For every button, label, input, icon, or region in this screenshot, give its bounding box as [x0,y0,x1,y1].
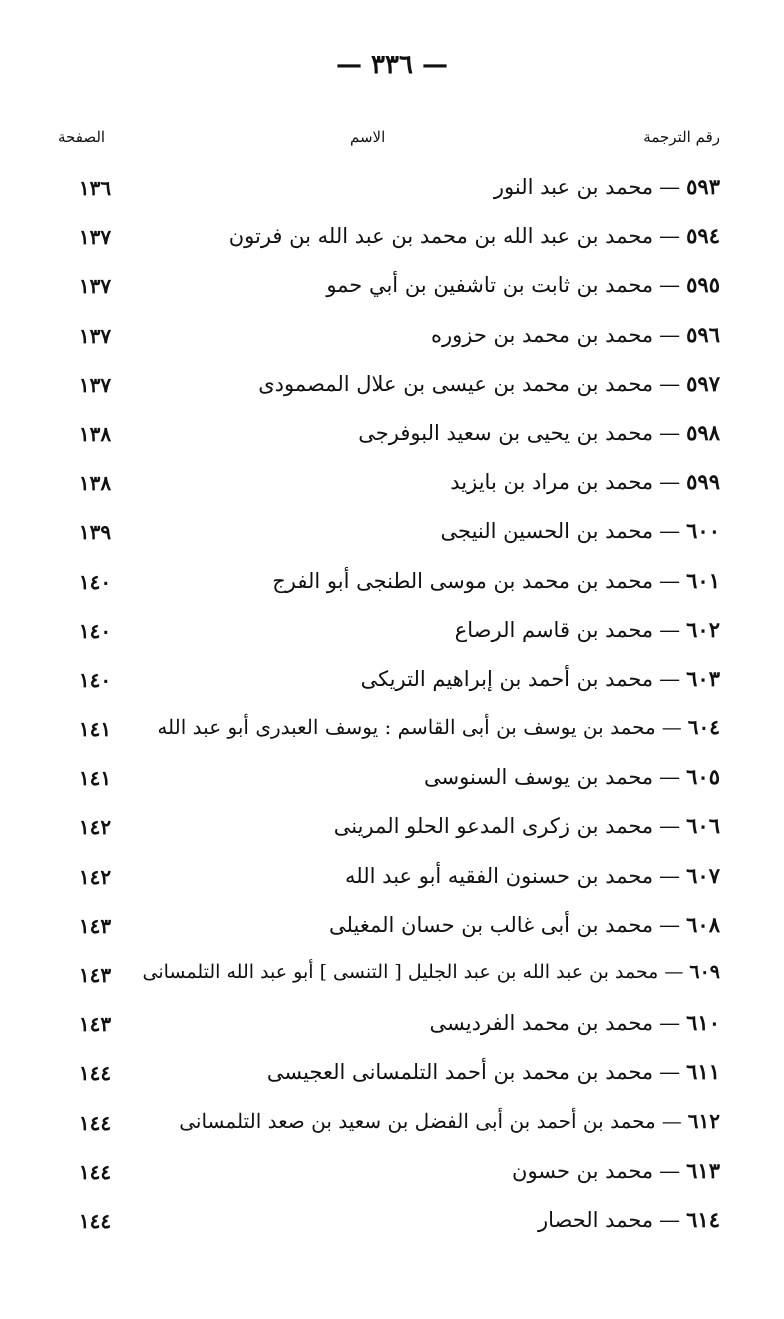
list-item [70,707,720,756]
entry-name: محمد بن محمد بن عيسى بن علال المصمودى [258,371,654,396]
entry-number: ٦٠٦ [686,813,720,839]
entry-name: محمد بن زكرى المدعو الحلو المرينى [333,814,654,839]
entry-page-number: ١٤٢ [78,815,112,840]
entry-name: محمد بن ثابت بن تاشفين بن أبي حمو [326,273,654,298]
entry-number: ٥٩٤ [686,223,720,249]
entry-page-number: ١٣٧ [78,225,112,250]
entry-dash: — [659,765,681,790]
header-page: الصفحة [58,128,106,146]
entry-text [326,272,720,297]
list-item [70,461,720,510]
header-entry-number: رقم الترجمة [643,128,720,146]
entry-dash: — [659,420,681,445]
entry-number: ٦١٠ [686,1010,720,1036]
entry-dash: — [659,666,681,691]
entry-dash: — [659,568,681,593]
list-item [70,166,720,215]
entry-dash: — [661,1108,682,1133]
entry-number: ٥٩٧ [686,370,720,396]
entry-name: محمد بن يوسف بن أبى القاسم : يوسف العبدرى أبو عبد الله [157,715,656,740]
entry-number: ٥٩٣ [686,174,720,199]
entry-number: ٦٠٥ [686,764,720,790]
entry-dash: — [659,273,681,298]
entry-name: محمد بن حسنون الفقيه أبو عبد الله [345,863,654,888]
entry-number: ٥٩٥ [686,272,720,298]
entry-dash: — [659,470,681,495]
entry-text [450,469,720,494]
entry-name: محمد بن الحسين النيجى [440,519,654,544]
entry-page-number: ١٣٧ [78,274,112,299]
entry-dash: — [661,715,682,740]
entry-dash: — [659,371,681,396]
entry-dash: — [659,1158,681,1183]
list-item [70,805,720,854]
entry-number: ٦٠٩ [689,961,720,983]
entry-number: ٥٩٨ [686,419,720,445]
list-item [70,756,720,805]
entry-number: ٦١٢ [687,1108,720,1133]
entry-dash: — [659,912,681,937]
entry-text [424,764,720,789]
entry-name: محمد بن محمد الفرديسى [429,1011,654,1036]
list-item [70,609,720,658]
entry-name: محمد بن قاسم الرصاع [454,617,654,642]
list-item [70,1101,720,1150]
entry-number: ٦١٣ [686,1157,720,1183]
entry-name: محمد بن أبى غالب بن حسان المغيلى [329,912,654,937]
entry-number: ٥٩٦ [686,321,720,347]
entry-number: ٦٠٢ [686,616,720,642]
entry-text [358,420,720,445]
list-item [70,1002,720,1051]
entry-name: محمد بن محمد بن أحمد التلمسانى العجيسى [266,1060,654,1085]
list-item [70,363,720,412]
entry-page-number: ١٣٦ [78,176,112,200]
entry-dash: — [659,175,681,199]
entry-text [179,1109,720,1133]
list-item [70,560,720,609]
entry-page-number: ١٣٧ [78,323,112,348]
entry-list [70,166,720,1248]
list-item [70,215,720,264]
list-item [70,412,720,461]
entry-number: ٥٩٩ [686,469,720,495]
list-item [70,855,720,904]
entry-name: محمد بن محمد بن حزوره [431,322,654,347]
entry-dash: — [659,863,681,888]
entry-page-number: ١٤٠ [78,618,112,643]
entry-text [538,1207,720,1232]
entry-dash: — [659,1207,681,1232]
list-item [70,510,720,559]
list-item [70,904,720,953]
entry-dash: — [659,617,681,642]
entry-name: محمد بن مراد بن بايزيد [450,470,654,495]
entry-page-number: ١٤٣ [78,913,112,938]
entry-text [329,912,720,937]
entry-page-number: ١٤٤ [78,1061,112,1086]
list-item [70,264,720,313]
entry-name: محمد بن أحمد بن إبراهيم التريكى [360,666,654,691]
entry-number: ٦١١ [686,1059,720,1085]
entry-number: ٦٠٨ [686,911,720,937]
entry-text [429,1010,720,1035]
entry-dash: — [664,961,684,983]
entry-name: محمد بن يوسف السنوسى [424,765,654,790]
page-number: — ٣٣٦ — [335,50,449,80]
entry-text [345,863,720,888]
entry-name: محمد بن عبد الله بن عبد الجليل [ التنسى ] أبو عبد الله التلمسانى [142,961,659,983]
entry-dash: — [659,519,681,544]
entry-page-number: ١٣٨ [78,471,112,496]
list-item [70,314,720,363]
entry-text [267,1059,720,1084]
entry-page-number: ١٣٧ [78,372,112,397]
entry-page-number: ١٤٤ [78,1208,112,1233]
list-item [70,1051,720,1100]
list-item [70,658,720,707]
entry-dash: — [659,224,681,249]
entry-number: ٦٠٧ [686,862,720,888]
entry-number: ٦٠٤ [687,715,720,740]
entry-number: ٦٠٠ [686,518,720,544]
entry-page-number: ١٤٢ [78,864,112,889]
entry-text [361,666,720,691]
entry-dash: — [659,1011,681,1036]
entry-page-number: ١٤٣ [78,1012,112,1037]
entry-name: محمد بن محمد بن موسى الطنجى أبو الفرج [272,568,654,593]
entry-text [455,617,720,642]
entry-dash: — [659,814,681,839]
entry-text [512,1158,720,1183]
entry-page-number: ١٤١ [78,766,112,791]
entry-dash: — [659,322,681,347]
entry-page-number: ١٣٨ [78,421,112,446]
list-item [70,1150,720,1199]
entry-name: محمد الحصار [537,1207,654,1232]
column-headers [50,128,720,156]
entry-name: محمد بن عبد النور [493,175,654,199]
entry-text [494,174,720,199]
list-item [70,1199,720,1248]
entry-number: ٦١٤ [686,1206,720,1232]
entry-name: محمد بن أحمد بن أبى الفضل بن سعيد بن صعد التلمسانى [179,1108,656,1133]
entry-dash: — [659,1060,681,1085]
header-name: الاسم [350,128,386,146]
entry-page-number: ١٤١ [78,717,112,742]
entry-number: ٦٠١ [686,567,720,593]
entry-page-number: ١٤٠ [78,569,112,594]
list-item [70,953,720,1002]
entry-text [258,371,720,396]
entry-text [157,715,720,739]
entry-text [334,813,720,838]
entry-text [431,322,720,347]
entry-page-number: ١٤٣ [78,963,112,987]
entry-page-number: ١٤٤ [78,1159,112,1184]
entry-page-number: ١٤٤ [78,1110,112,1135]
entry-page-number: ١٤٠ [78,667,112,692]
entry-name: محمد بن يحيى بن سعيد البوفرجى [358,420,654,445]
entry-number: ٦٠٣ [686,665,720,691]
entry-name: محمد بن عبد الله بن محمد بن عبد الله بن فرتون [228,224,654,249]
entry-text [272,568,720,593]
entry-text [143,961,720,983]
entry-text [229,223,720,248]
entry-page-number: ١٣٩ [78,520,112,545]
entry-name: محمد بن حسون [512,1158,654,1183]
entry-text [441,518,720,543]
